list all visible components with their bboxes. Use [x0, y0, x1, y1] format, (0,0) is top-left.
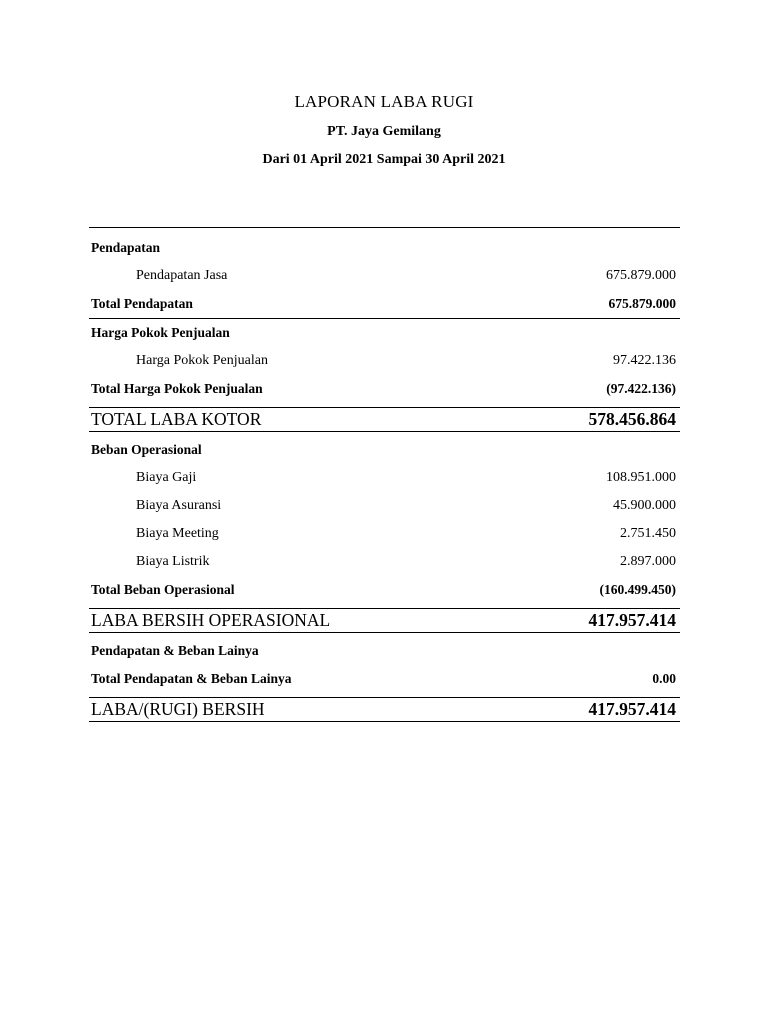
- section-heading-lainnya: [89, 637, 680, 665]
- section-heading-label: Pendapatan & Beban Lainya: [91, 643, 259, 658]
- total-label: Total Pendapatan & Beban Lainya: [91, 671, 292, 686]
- line-item: [89, 492, 680, 520]
- total-pendapatan-row: [89, 290, 680, 319]
- summary-amount: 417.957.414: [588, 699, 676, 719]
- summary-label: LABA/(RUGI) BERSIH: [91, 699, 265, 719]
- line-item-amount: 97.422.136: [613, 353, 676, 368]
- total-amount: 0.00: [652, 671, 676, 686]
- total-beban-operasional-row: [89, 576, 680, 604]
- line-item-amount: 675.879.000: [606, 268, 676, 283]
- section-heading-label: Pendapatan: [91, 240, 161, 255]
- line-item: [89, 548, 680, 576]
- line-item-label: Biaya Gaji: [136, 470, 197, 485]
- report-title: LAPORAN LABA RUGI: [294, 92, 474, 111]
- line-item-amount: 108.951.000: [606, 470, 676, 485]
- line-item: [89, 520, 680, 548]
- line-item-amount: 45.900.000: [613, 498, 676, 513]
- line-item-label: Biaya Meeting: [136, 526, 219, 541]
- section-heading-label: Beban Operasional: [91, 442, 202, 457]
- total-amount: (160.499.450): [599, 582, 676, 597]
- line-item-label: Biaya Asuransi: [136, 498, 222, 513]
- summary-amount: 578.456.864: [588, 409, 676, 429]
- line-item-label: Harga Pokok Penjualan: [136, 353, 268, 368]
- laba-bersih-operasional-row: [89, 608, 680, 633]
- total-label: Total Harga Pokok Penjualan: [91, 381, 263, 396]
- report-period: Dari 01 April 2021 Sampai 30 April 2021: [262, 152, 506, 167]
- summary-label: LABA BERSIH OPERASIONAL: [91, 610, 331, 630]
- line-item: [89, 262, 680, 290]
- section-heading-pendapatan: [89, 234, 680, 262]
- total-hpp-row: [89, 375, 680, 403]
- summary-label: TOTAL LABA KOTOR: [91, 409, 262, 429]
- line-item-label: Pendapatan Jasa: [136, 268, 228, 283]
- line-item-label: Biaya Listrik: [136, 554, 210, 569]
- total-label: Total Beban Operasional: [91, 582, 235, 597]
- line-item: [89, 464, 680, 492]
- laba-rugi-bersih-row: [89, 697, 680, 722]
- section-heading-beban-operasional: [89, 436, 680, 464]
- line-item-amount: 2.897.000: [620, 554, 676, 569]
- total-amount: (97.422.136): [606, 381, 676, 396]
- income-statement-table: [89, 227, 680, 722]
- total-label: Total Pendapatan: [91, 296, 193, 311]
- total-laba-kotor-row: [89, 407, 680, 432]
- section-heading-hpp: [89, 319, 680, 347]
- line-item-amount: 2.751.450: [620, 526, 676, 541]
- section-heading-label: Harga Pokok Penjualan: [91, 325, 230, 340]
- company-name: PT. Jaya Gemilang: [327, 124, 441, 139]
- total-lainnya-row: [89, 665, 680, 693]
- summary-amount: 417.957.414: [588, 610, 676, 630]
- line-item: [89, 347, 680, 375]
- total-amount: 675.879.000: [608, 296, 676, 311]
